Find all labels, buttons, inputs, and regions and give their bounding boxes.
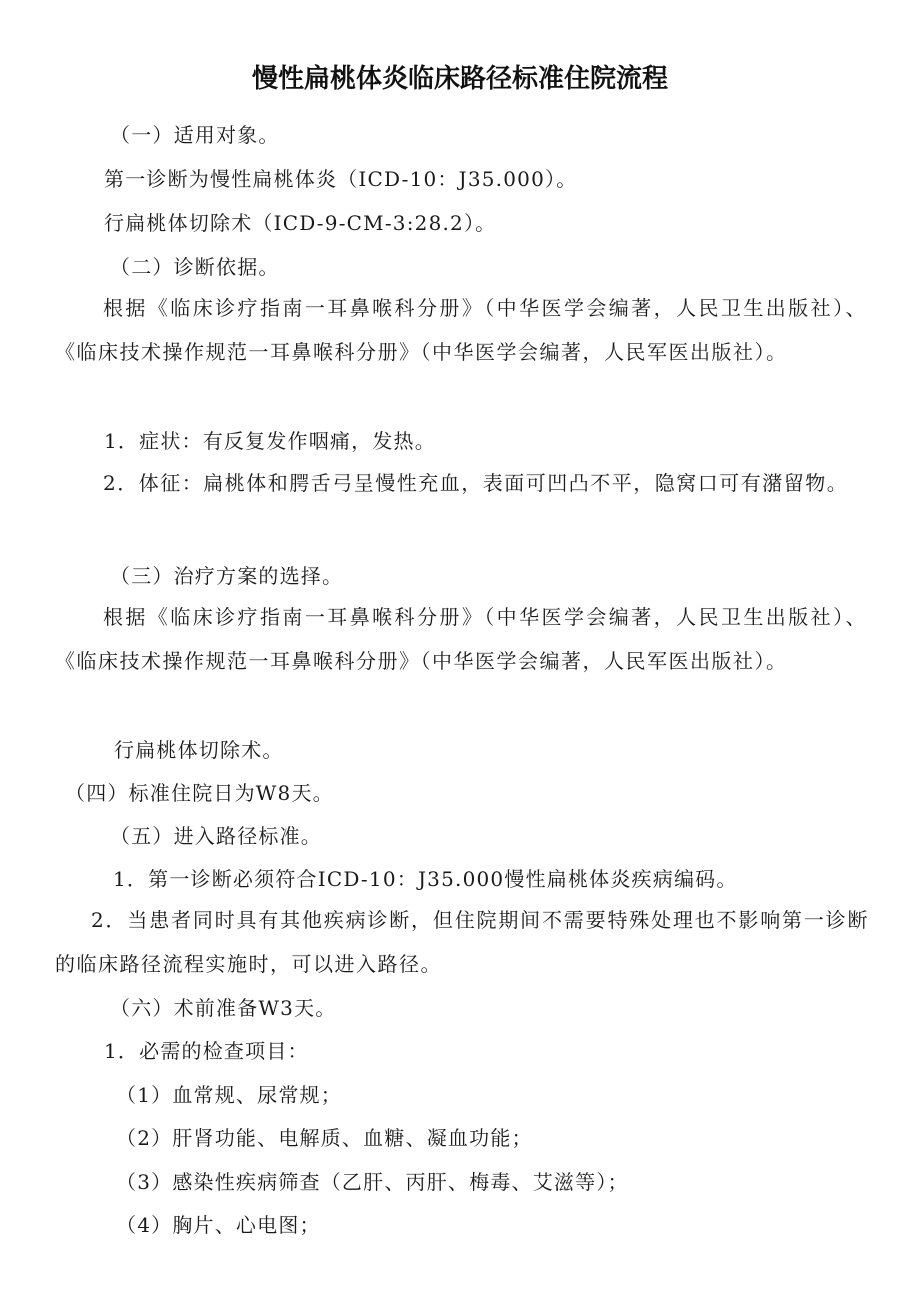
document-title: 慢性扁桃体炎临床路径标准住院流程 bbox=[251, 64, 668, 94]
section-3-paragraph-2: 行扁桃体切除术。 bbox=[114, 738, 284, 762]
section-1-heading: （一）适用对象。 bbox=[110, 123, 280, 147]
section-2-heading: （二）诊断依据。 bbox=[110, 255, 280, 279]
section-6-sub-4: （4）胸片、心电图； bbox=[116, 1213, 321, 1237]
section-1-paragraph-1: 第一诊断为慢性扁桃体炎（ICD-10：J35.000）。 bbox=[104, 167, 578, 191]
section-6-sub-3: （3）感染性疾病筛查（乙肝、丙肝、梅毒、艾滋等）； bbox=[116, 1170, 629, 1194]
section-2-paragraph: 根据《临床诊疗指南一耳鼻喉科分册》（中华医学会编著，人民卫生出版社）、《临床技术操作规范一耳鼻喉科分册》（中华医学会编著，人民军医出版社）。 bbox=[55, 296, 867, 364]
section-6-sub-2: （2）肝肾功能、电解质、血糖、凝血功能； bbox=[116, 1126, 533, 1150]
section-4-heading: （四）标准住院日为W8天。 bbox=[65, 781, 334, 805]
section-6-heading: （六）术前准备W3天。 bbox=[110, 996, 337, 1020]
section-5-item-2: 2．当患者同时具有其他疾病诊断，但住院期间不需要特殊处理也不影响第一诊断的临床路径流程实施时，可以进入路径。 bbox=[55, 908, 869, 976]
section-6-item-1: 1．必需的检查项目： bbox=[104, 1039, 309, 1063]
section-2-item-2: 2．体征：扁桃体和腭舌弓呈慢性充血，表面可凹凸不平，隐窝口可有潴留物。 bbox=[103, 471, 849, 495]
section-3-heading: （三）治疗方案的选择。 bbox=[110, 564, 344, 588]
section-5-heading: （五）进入路径标准。 bbox=[110, 824, 322, 848]
section-6-sub-1: （1）血常规、尿常规； bbox=[116, 1083, 342, 1107]
section-5-item-1: 1．第一诊断必须符合ICD-10：J35.000慢性扁桃体炎疾病编码。 bbox=[113, 867, 738, 891]
section-1-paragraph-2: 行扁桃体切除术（ICD-9-CM-3:28.2）。 bbox=[104, 211, 497, 235]
section-3-paragraph-1: 根据《临床诊疗指南一耳鼻喉科分册》（中华医学会编著，人民卫生出版社）、《临床技术操作规范一耳鼻喉科分册》（中华医学会编著，人民军医出版社）。 bbox=[55, 605, 867, 673]
section-2-item-1: 1．症状：有反复发作咽痛，发热。 bbox=[104, 429, 436, 453]
